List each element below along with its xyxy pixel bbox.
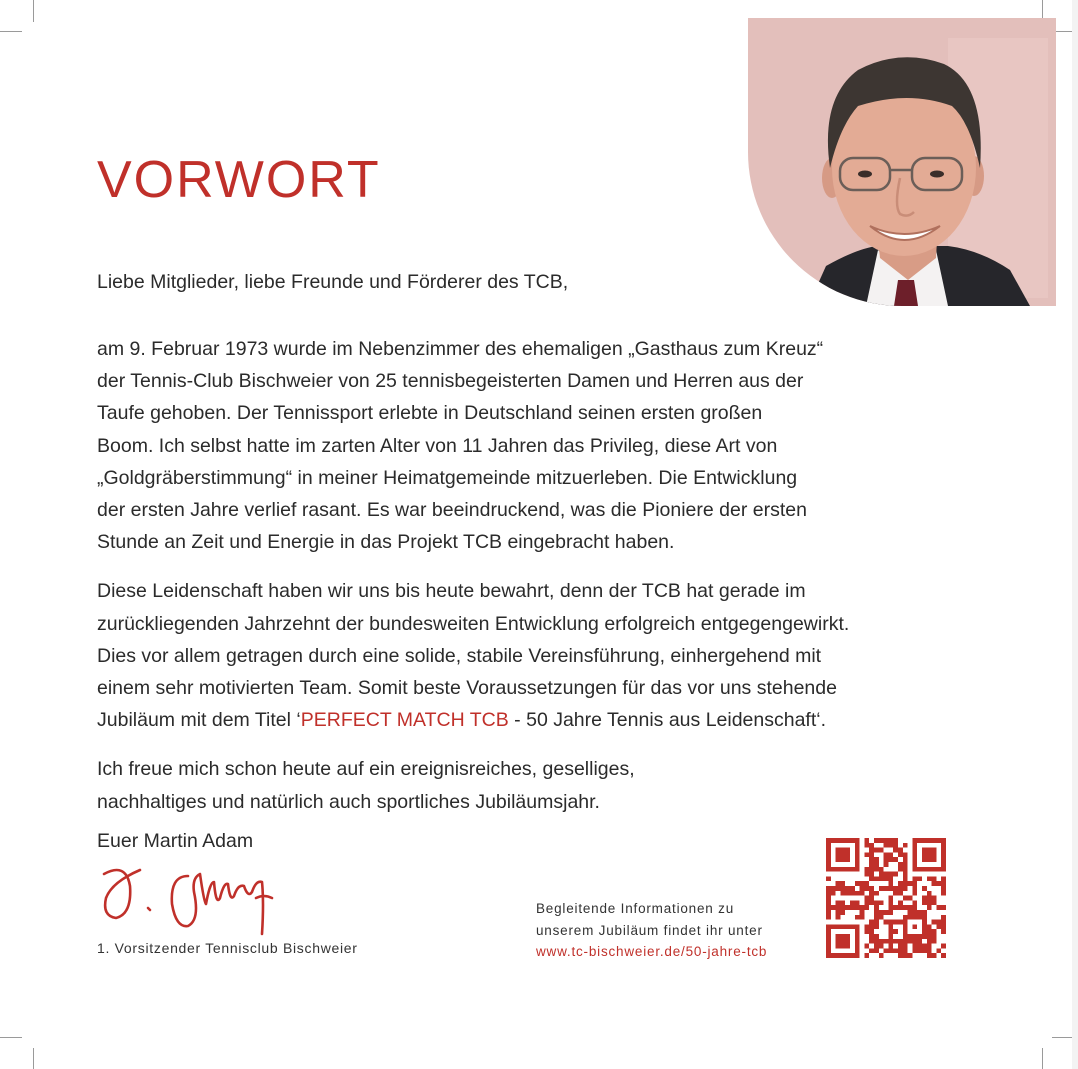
- text-line: Ich freue mich schon heute auf ein ereignisreiches, geselliges,: [97, 758, 635, 781]
- paragraph-2: [97, 575, 957, 736]
- body-text: [97, 333, 957, 835]
- page-title: VORWORT: [97, 151, 381, 209]
- paragraph-1: [97, 333, 957, 558]
- event-title-highlight: PERFECT MATCH TCB: [300, 709, 509, 732]
- page-edge: [1072, 0, 1078, 1069]
- text-line: am 9. Februar 1973 wurde im Nebenzimmer des ehemaligen „Gasthaus zum Kreuz“: [97, 338, 824, 360]
- portrait-photo: [748, 18, 1056, 306]
- text-line: Dies vor allem getragen durch eine solide, stabile Vereinsführung, einhergehend mit: [97, 644, 822, 667]
- qr-code[interactable]: [826, 837, 946, 964]
- text-line: nachhaltiges und natürlich auch sportliches Jubiläumsjahr.: [97, 790, 600, 813]
- info-block: [536, 898, 767, 963]
- handwritten-signature: [96, 852, 276, 943]
- info-line: unserem Jubiläum findet ihr unter: [536, 922, 763, 938]
- text-line: zurückliegenden Jahrzehnt der bundesweiten Entwicklung erfolgreich entgegengewirkt.: [97, 612, 850, 635]
- text-line: „Goldgräberstimmung“ in meiner Heimatgemeinde mitzuerleben. Die Entwicklung: [97, 466, 798, 489]
- info-line: Begleitende Informationen zu: [536, 901, 735, 916]
- crop-mark: [0, 1037, 22, 1038]
- crop-mark: [33, 1048, 34, 1069]
- crop-mark: [1042, 1048, 1043, 1069]
- website-link[interactable]: www.tc-bischweier.de/50-jahre-tcb: [536, 944, 768, 959]
- text-line: - 50 Jahre Tennis aus Leidenschaft‘.: [508, 709, 827, 732]
- text-line: Diese Leidenschaft haben wir uns bis heute bewahrt, denn der TCB hat gerade im: [97, 580, 806, 603]
- salutation: Liebe Mitglieder, liebe Freunde und Förderer des TCB,: [97, 271, 569, 293]
- text-line: Stunde an Zeit und Energie in das Projekt TCB eingebracht haben.: [97, 531, 675, 554]
- crop-mark: [33, 0, 34, 22]
- crop-mark: [1052, 1037, 1072, 1038]
- closing-greeting: Euer Martin Adam: [97, 830, 254, 852]
- text-line: Boom. Ich selbst hatte im zarten Alter von 11 Jahren das Privileg, diese Art von: [97, 434, 778, 457]
- text-line: Taufe gehoben. Der Tennissport erlebte in Deutschland seinen ersten großen: [97, 402, 763, 425]
- text-line: der Tennis-Club Bischweier von 25 tennisbegeisterten Damen und Herren aus der: [97, 370, 804, 393]
- text-line: der ersten Jahre verlief rasant. Es war beeindruckend, was die Pioniere der ersten: [97, 499, 807, 522]
- signatory-role: 1. Vorsitzender Tennisclub Bischweier: [97, 940, 358, 956]
- text-line: Jubiläum mit dem Titel ‘: [97, 709, 301, 732]
- crop-mark: [0, 31, 22, 32]
- text-line: einem sehr motivierten Team. Somit beste Voraussetzungen für das vor uns stehende: [97, 677, 837, 700]
- paragraph-3: [97, 753, 957, 817]
